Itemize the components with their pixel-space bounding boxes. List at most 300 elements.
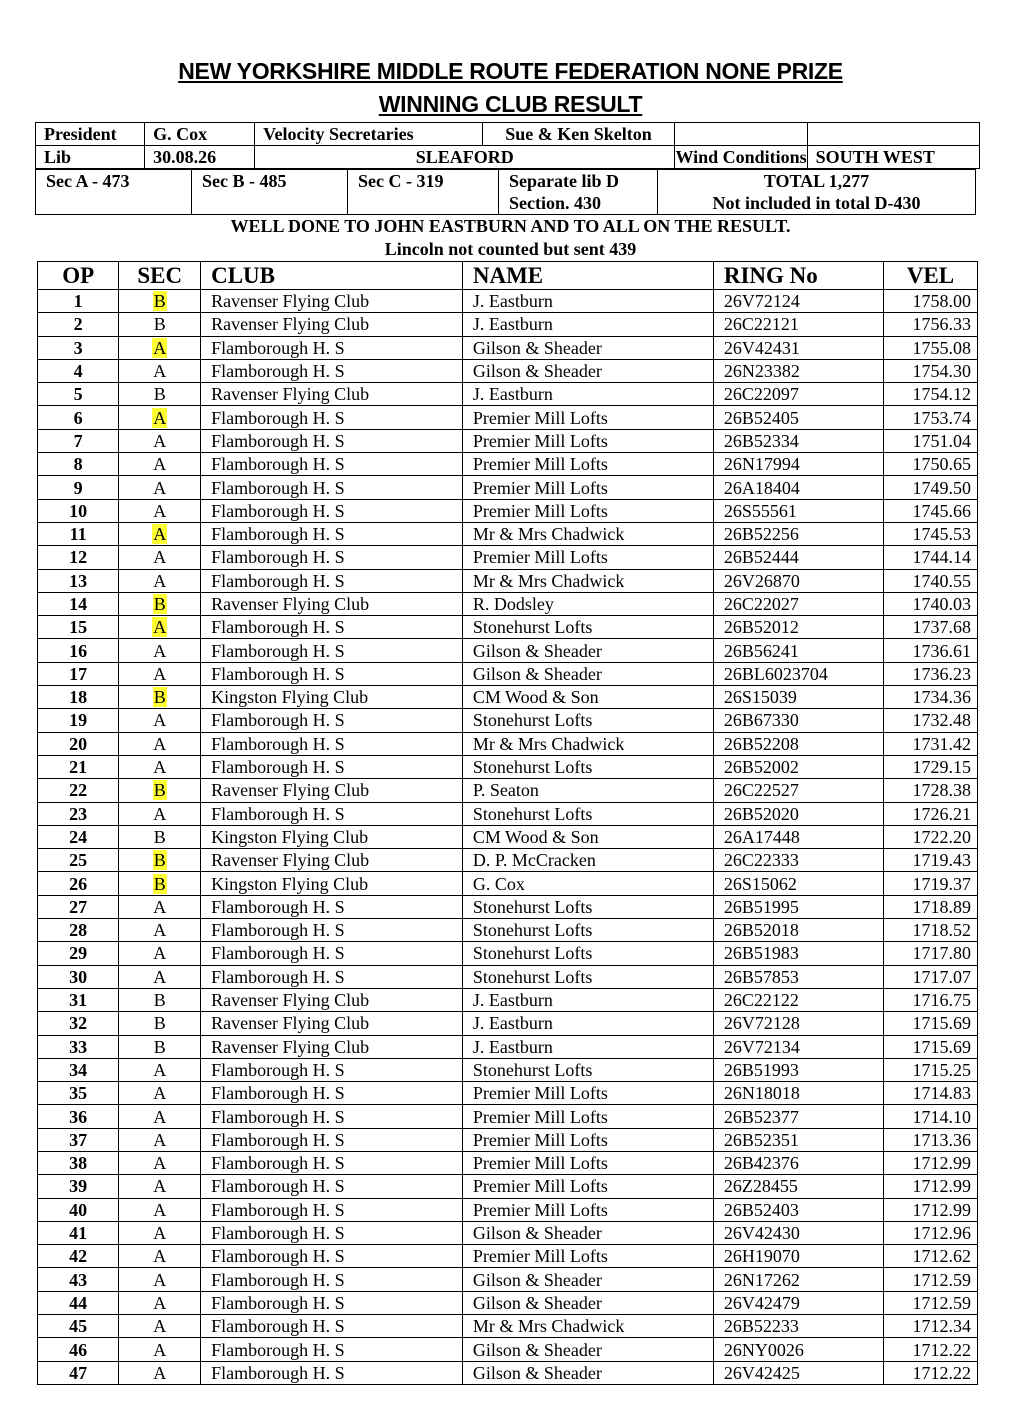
vel-cell: 1712.34 [883,1315,977,1338]
sec-cell [119,290,201,313]
ring-cell: 26S15039 [713,686,883,709]
table-row [38,476,978,499]
table-row [38,732,978,755]
sec-cell [119,662,201,685]
sec-cell [119,779,201,802]
vel-cell: 1712.99 [883,1175,977,1198]
table-row [38,1035,978,1058]
vel-cell: 1728.38 [883,779,977,802]
table-row [38,1198,978,1221]
sec-value: A [153,1176,167,1197]
ring-cell: 26B52002 [713,755,883,778]
table-row [38,1128,978,1151]
club-cell: Flamborough H. S [201,359,463,382]
ring-cell: 26B52208 [713,732,883,755]
vel-cell: 1732.48 [883,709,977,732]
wind-conditions-value: SOUTH WEST [807,146,979,169]
table-row [38,359,978,382]
vel-cell: 1729.15 [883,755,977,778]
sec-cell [119,1221,201,1244]
op-cell: 26 [38,872,119,895]
club-cell: Ravenser Flying Club [201,988,463,1011]
sec-value: B [153,780,166,801]
section-b-count: Sec B - 485 [192,170,348,215]
table-row [38,1012,978,1035]
ring-cell: 26C22097 [713,383,883,406]
ring-cell: 26B52377 [713,1105,883,1128]
name-cell: Mr & Mrs Chadwick [462,732,713,755]
ring-cell: 26B51993 [713,1058,883,1081]
op-cell: 22 [38,779,119,802]
name-cell: Gilson & Sheader [462,1361,713,1384]
ring-cell: 26N18018 [713,1082,883,1105]
ring-cell: 26B52256 [713,522,883,545]
op-cell: 24 [38,825,119,848]
name-cell: J. Eastburn [462,290,713,313]
ring-cell: 26B52444 [713,546,883,569]
sec-value: B [153,990,166,1011]
name-cell: Premier Mill Lofts [462,1105,713,1128]
vel-cell: 1715.69 [883,1035,977,1058]
name-cell: Gilson & Sheader [462,359,713,382]
table-row [38,453,978,476]
vel-cell: 1718.89 [883,895,977,918]
total-line1: TOTAL 1,277 [763,171,870,191]
separate-lib-d-line2: Section. 430 [509,193,601,213]
sec-cell [119,988,201,1011]
table-row [38,499,978,522]
club-cell: Ravenser Flying Club [201,290,463,313]
ring-cell: 26C22122 [713,988,883,1011]
sec-value: B [153,384,166,405]
op-cell: 27 [38,895,119,918]
document-subtitle: WINNING CLUB RESULT [378,91,643,117]
club-cell: Flamborough H. S [201,616,463,639]
ring-cell: 26B52018 [713,919,883,942]
header-ring: RING No [713,262,883,290]
club-cell: Flamborough H. S [201,476,463,499]
op-cell: 4 [38,359,119,382]
sec-value: A [153,337,167,358]
ring-cell: 26C22027 [713,592,883,615]
table-row [38,825,978,848]
vel-cell: 1719.37 [883,872,977,895]
club-cell: Flamborough H. S [201,546,463,569]
sec-cell [119,686,201,709]
lib-label: Lib [36,146,145,169]
club-cell: Ravenser Flying Club [201,1035,463,1058]
name-cell: Premier Mill Lofts [462,1082,713,1105]
name-cell: G. Cox [462,872,713,895]
club-cell: Ravenser Flying Club [201,849,463,872]
club-cell: Flamborough H. S [201,1291,463,1314]
sec-value: A [153,407,167,428]
vel-cell: 1736.61 [883,639,977,662]
table-row [38,429,978,452]
op-cell: 39 [38,1175,119,1198]
club-cell: Flamborough H. S [201,406,463,429]
ring-cell: 26B56241 [713,639,883,662]
name-cell: Premier Mill Lofts [462,546,713,569]
sec-value: B [153,826,166,847]
sec-cell [119,522,201,545]
ring-cell: 26S15062 [713,872,883,895]
vel-cell: 1751.04 [883,429,977,452]
sec-value: B [153,873,166,894]
name-cell: Premier Mill Lofts [462,499,713,522]
name-cell: Stonehurst Lofts [462,895,713,918]
ring-cell: 26B52334 [713,429,883,452]
table-row [38,1058,978,1081]
club-cell: Flamborough H. S [201,1338,463,1361]
vel-cell: 1758.00 [883,290,977,313]
club-cell: Flamborough H. S [201,1058,463,1081]
sec-cell [119,1035,201,1058]
vel-cell: 1736.23 [883,662,977,685]
vel-cell: 1714.83 [883,1082,977,1105]
vel-cell: 1745.53 [883,522,977,545]
op-cell: 29 [38,942,119,965]
lib-value: 30.08.26 [145,146,255,169]
empty-cell [675,123,807,146]
sec-value: A [153,803,167,824]
results-table [37,261,978,1385]
results-header-row [38,262,978,290]
name-cell: Stonehurst Lofts [462,942,713,965]
sec-cell [119,639,201,662]
sec-cell [119,359,201,382]
sec-cell [119,1268,201,1291]
op-cell: 1 [38,290,119,313]
table-row [38,546,978,569]
sec-value: B [153,1013,166,1034]
sec-cell [119,849,201,872]
club-cell: Flamborough H. S [201,336,463,359]
sec-cell [119,825,201,848]
ring-cell: 26B52012 [713,616,883,639]
name-cell: Premier Mill Lofts [462,1128,713,1151]
table-row [38,872,978,895]
name-cell: Premier Mill Lofts [462,476,713,499]
sec-value: A [153,710,167,731]
club-cell: Flamborough H. S [201,1268,463,1291]
op-cell: 14 [38,592,119,615]
vel-cell: 1740.03 [883,592,977,615]
sec-value: A [153,896,167,917]
club-cell: Flamborough H. S [201,802,463,825]
table-row [38,1221,978,1244]
vel-cell: 1712.59 [883,1268,977,1291]
ring-cell: 26A18404 [713,476,883,499]
table-row [38,1245,978,1268]
sec-value: B [153,291,166,312]
ring-cell: 26N17262 [713,1268,883,1291]
name-cell: CM Wood & Son [462,686,713,709]
president-label: President [36,123,145,146]
club-cell: Flamborough H. S [201,569,463,592]
table-row [38,779,978,802]
op-cell: 30 [38,965,119,988]
sec-value: A [153,1246,167,1267]
sec-value: A [153,1292,167,1313]
sec-cell [119,592,201,615]
sec-value: B [153,594,166,614]
name-cell: J. Eastburn [462,1035,713,1058]
sec-value: A [153,1362,167,1383]
vel-cell: 1718.52 [883,919,977,942]
club-cell: Flamborough H. S [201,499,463,522]
table-row [38,1361,978,1384]
ring-cell: 26V72128 [713,1012,883,1035]
sec-cell [119,1128,201,1151]
op-cell: 9 [38,476,119,499]
sec-cell [119,942,201,965]
op-cell: 15 [38,616,119,639]
sec-value: A [153,757,167,778]
vel-cell: 1715.25 [883,1058,977,1081]
table-row [38,1291,978,1314]
document-title: NEW YORKSHIRE MIDDLE ROUTE FEDERATION NONE PRIZE [178,58,843,84]
velocity-secretaries-label: Velocity Secretaries [255,123,482,146]
table-row [38,336,978,359]
sec-value: A [153,920,167,941]
vel-cell: 1717.80 [883,942,977,965]
name-cell: Premier Mill Lofts [462,1245,713,1268]
op-cell: 46 [38,1338,119,1361]
sec-cell [119,965,201,988]
sec-cell [119,1175,201,1198]
ring-cell: 26V42479 [713,1291,883,1314]
section-c-count: Sec C - 319 [348,170,499,215]
vel-cell: 1712.99 [883,1198,977,1221]
ring-cell: 26Z28455 [713,1175,883,1198]
table-row [38,988,978,1011]
ring-cell: 26N17994 [713,453,883,476]
op-cell: 20 [38,732,119,755]
op-cell: 40 [38,1198,119,1221]
op-cell: 12 [38,546,119,569]
op-cell: 8 [38,453,119,476]
vel-cell: 1754.30 [883,359,977,382]
sec-cell [119,429,201,452]
ring-cell: 26B51983 [713,942,883,965]
sec-value: A [153,430,167,451]
op-cell: 25 [38,849,119,872]
sec-cell [119,1012,201,1035]
name-cell: Premier Mill Lofts [462,1198,713,1221]
table-row [38,639,978,662]
club-cell: Ravenser Flying Club [201,383,463,406]
table-row [38,1175,978,1198]
op-cell: 45 [38,1315,119,1338]
vel-cell: 1713.36 [883,1128,977,1151]
table-row [38,802,978,825]
sec-cell [119,1105,201,1128]
op-cell: 10 [38,499,119,522]
vel-cell: 1714.10 [883,1105,977,1128]
name-cell: J. Eastburn [462,383,713,406]
name-cell: CM Wood & Son [462,825,713,848]
empty-cell [807,123,979,146]
ring-cell: 26B52233 [713,1315,883,1338]
header-club: CLUB [201,262,463,290]
sec-cell [119,546,201,569]
ring-cell: 26S55561 [713,499,883,522]
vel-cell: 1716.75 [883,988,977,1011]
sec-cell [119,732,201,755]
name-cell: Stonehurst Lofts [462,1058,713,1081]
sec-value: B [153,850,166,871]
club-cell: Flamborough H. S [201,732,463,755]
vel-cell: 1734.36 [883,686,977,709]
sec-value: A [153,1269,167,1290]
op-cell: 11 [38,522,119,545]
president-value: G. Cox [145,123,255,146]
table-row [38,522,978,545]
congratulations-note: WELL DONE TO JOHN EASTBURN AND TO ALL ON THE RESULT. [230,216,791,236]
sec-value: A [153,524,167,545]
vel-cell: 1712.62 [883,1245,977,1268]
ring-cell: 26NY0026 [713,1338,883,1361]
sec-value: B [153,1036,166,1057]
name-cell: Stonehurst Lofts [462,616,713,639]
op-cell: 21 [38,755,119,778]
name-cell: Gilson & Sheader [462,662,713,685]
sec-cell [119,709,201,732]
op-cell: 41 [38,1221,119,1244]
sec-value: A [153,547,167,568]
name-cell: J. Eastburn [462,1012,713,1035]
name-cell: Gilson & Sheader [462,1268,713,1291]
sec-cell [119,383,201,406]
club-cell: Kingston Flying Club [201,872,463,895]
club-cell: Flamborough H. S [201,965,463,988]
name-cell: Mr & Mrs Chadwick [462,569,713,592]
vel-cell: 1719.43 [883,849,977,872]
vel-cell: 1712.22 [883,1361,977,1384]
name-cell: Premier Mill Lofts [462,453,713,476]
sec-cell [119,453,201,476]
sec-value: A [153,640,167,661]
sec-cell [119,499,201,522]
vel-cell: 1712.96 [883,1221,977,1244]
sec-cell [119,336,201,359]
club-cell: Flamborough H. S [201,1221,463,1244]
sec-value: A [153,1129,167,1150]
liberation-point: SLEAFORD [255,146,675,169]
ring-cell: 26BL6023704 [713,662,883,685]
sec-cell [119,406,201,429]
name-cell: Premier Mill Lofts [462,429,713,452]
name-cell: Stonehurst Lofts [462,965,713,988]
name-cell: Gilson & Sheader [462,639,713,662]
club-cell: Flamborough H. S [201,1315,463,1338]
sec-cell [119,1315,201,1338]
op-cell: 23 [38,802,119,825]
name-cell: Mr & Mrs Chadwick [462,522,713,545]
name-cell: Stonehurst Lofts [462,709,713,732]
name-cell: Gilson & Sheader [462,1338,713,1361]
sec-cell [119,1151,201,1174]
ring-cell: 26C22333 [713,849,883,872]
wind-conditions-label: Wind Conditions [675,147,807,167]
sec-value: A [153,570,167,591]
ring-cell: 26V42431 [713,336,883,359]
club-cell: Flamborough H. S [201,429,463,452]
vel-cell: 1715.69 [883,1012,977,1035]
op-cell: 6 [38,406,119,429]
sec-cell [119,755,201,778]
name-cell: Stonehurst Lofts [462,802,713,825]
sec-cell [119,1338,201,1361]
club-cell: Kingston Flying Club [201,686,463,709]
name-cell: P. Seaton [462,779,713,802]
name-cell: R. Dodsley [462,592,713,615]
club-cell: Flamborough H. S [201,895,463,918]
vel-cell: 1722.20 [883,825,977,848]
club-cell: Flamborough H. S [201,942,463,965]
vel-cell: 1755.08 [883,336,977,359]
ring-cell: 26V42430 [713,1221,883,1244]
table-row [38,1105,978,1128]
ring-cell: 26V42425 [713,1361,883,1384]
sec-value: A [153,361,167,382]
separate-lib-d-line1: Separate lib D [509,171,619,191]
table-row [38,919,978,942]
sec-value: A [153,966,167,987]
sec-cell [119,476,201,499]
race-info-table [35,122,980,169]
ring-cell: 26B52405 [713,406,883,429]
club-cell: Flamborough H. S [201,453,463,476]
table-row [38,313,978,336]
vel-cell: 1744.14 [883,546,977,569]
op-cell: 18 [38,686,119,709]
name-cell: Premier Mill Lofts [462,1151,713,1174]
table-row [38,1151,978,1174]
op-cell: 35 [38,1082,119,1105]
table-row [38,686,978,709]
table-row [38,290,978,313]
sec-cell [119,802,201,825]
sec-cell [119,569,201,592]
club-cell: Flamborough H. S [201,919,463,942]
op-cell: 17 [38,662,119,685]
club-cell: Flamborough H. S [201,1082,463,1105]
name-cell: Mr & Mrs Chadwick [462,1315,713,1338]
header-sec: SEC [119,262,201,290]
table-row [38,1268,978,1291]
op-cell: 2 [38,313,119,336]
club-cell: Flamborough H. S [201,755,463,778]
name-cell: Premier Mill Lofts [462,406,713,429]
op-cell: 43 [38,1268,119,1291]
sec-value: A [153,1316,167,1337]
name-cell: Stonehurst Lofts [462,755,713,778]
ring-cell: 26N23382 [713,359,883,382]
club-cell: Flamborough H. S [201,662,463,685]
header-op: OP [38,262,119,290]
vel-cell: 1731.42 [883,732,977,755]
sec-cell [119,895,201,918]
club-cell: Flamborough H. S [201,1105,463,1128]
ring-cell: 26V72124 [713,290,883,313]
sec-value: A [153,733,167,754]
club-cell: Ravenser Flying Club [201,592,463,615]
vel-cell: 1756.33 [883,313,977,336]
club-cell: Flamborough H. S [201,639,463,662]
op-cell: 44 [38,1291,119,1314]
